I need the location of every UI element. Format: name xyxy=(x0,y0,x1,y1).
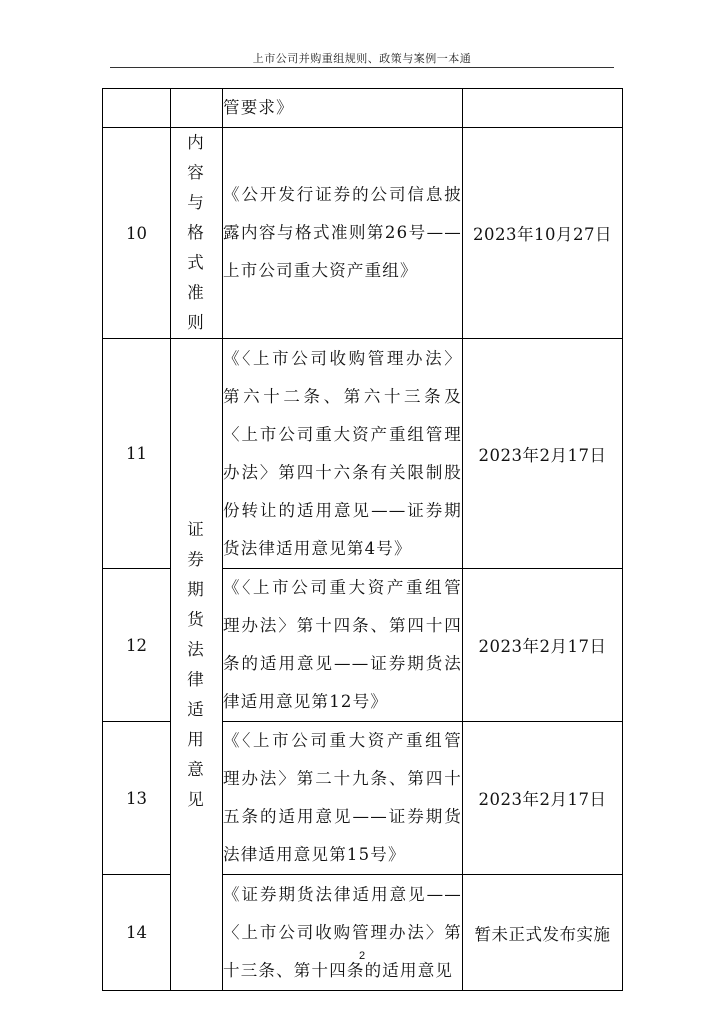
document-title-cell: 《〈上市公司收购管理办法〉第六十二条、第六十三条及〈上市公司重大资产重组管理办法〉第四十六条有关限制股份转让的适用意见——证券期货法律适用意见第4号》 xyxy=(223,339,463,569)
row-number-cell: 14 xyxy=(103,875,171,991)
table-row xyxy=(103,128,623,339)
document-title-cell: 《〈上市公司重大资产重组管理办法〉第十四条、第四十四条的适用意见——证券期货法律适用意见第12号》 xyxy=(223,569,463,722)
row-number-cell xyxy=(103,89,171,128)
document-title-cell: 《〈上市公司重大资产重组管理办法〉第二十九条、第四十五条的适用意见——证券期货法律适用意见第15号》 xyxy=(223,722,463,875)
table-row xyxy=(103,89,623,128)
category-text: 证券期货法律适用意见 xyxy=(187,519,206,809)
table-row xyxy=(103,339,623,569)
regulations-table xyxy=(102,88,623,991)
header-rule xyxy=(110,67,614,68)
document-title-cell: 《公开发行证券的公司信息披露内容与格式准则第26号——上市公司重大资产重组》 xyxy=(223,128,463,339)
document-title-cell: 管要求》 xyxy=(223,89,463,128)
page-number: 2 xyxy=(358,950,366,962)
category-cell xyxy=(171,339,223,991)
date-cell: 2023年2月17日 xyxy=(463,722,623,875)
category-cell xyxy=(171,128,223,339)
running-header: 上市公司并购重组规则、政策与案例一本通 xyxy=(252,52,472,65)
date-cell: 2023年10月27日 xyxy=(463,128,623,339)
row-number-cell: 12 xyxy=(103,569,171,722)
row-number-cell: 10 xyxy=(103,128,171,339)
row-number-cell: 11 xyxy=(103,339,171,569)
date-cell: 2023年2月17日 xyxy=(463,569,623,722)
document-title-cell: 《证券期货法律适用意见——〈上市公司收购管理办法〉第十三条、第十四条的适用意见 xyxy=(223,875,463,991)
date-cell: 2023年2月17日 xyxy=(463,339,623,569)
category-cell xyxy=(171,89,223,128)
date-cell: 暂未正式发布实施 xyxy=(463,875,623,991)
date-cell xyxy=(463,89,623,128)
row-number-cell: 13 xyxy=(103,722,171,875)
category-text: 内容与格式准则 xyxy=(187,133,206,332)
